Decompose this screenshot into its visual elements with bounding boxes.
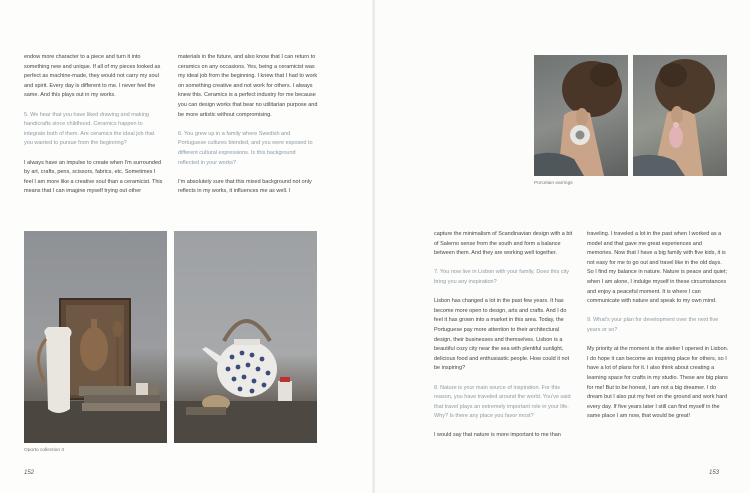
question-paragraph: 6. You grew up in a family where Swedish and Portuguese cultures blended, and you were exposed to different cultural expressions. Is this background reflected in your works? — [178, 130, 313, 166]
earring-portrait-illustration-2 — [633, 55, 727, 176]
body-paragraph: endow more character to a piece and turn it into something new and unique. If all of my pieces looked as perfect as machine-made, they would not carry my soul and spirit. Every day is different to me. I never feel the same. And this plays out in my works. — [24, 54, 161, 99]
page-number-right: 153 — [709, 470, 720, 476]
right-text-column-2 — [587, 230, 729, 431]
right-page — [375, 0, 750, 493]
right-text-column-1 — [434, 230, 576, 451]
question-paragraph: 8. Nature is your main source of inspiration. For this reason, you have traveled around the world. You've said that travel plays an extremely important role in your life. Why? Is there any place you favor most? — [434, 384, 571, 420]
body-paragraph: Lisbon has changed a lot in the past few years. It has become more open to design, arts and crafts. And I do feel it has grown into a market in this area. Today, the Portuguese pay more attention to their architectural design, their businesses and themselves. Lisbon is a beautiful cozy city near the sea with plentiful sunlight, delicious food and enthusiastic people. How could it not be inspiring? — [434, 298, 570, 372]
question-paragraph: 9. What's your plan for development over the next five years or so? — [587, 317, 719, 333]
photo-teapot-still-life — [174, 231, 317, 443]
left-text-column-2 — [178, 53, 318, 207]
photo-caption-oporto: Oporto collection 3 — [24, 448, 64, 453]
body-paragraph: I always have an impulse to create when I'm surrounded by art, crafts, pens, scissors, fabrics, etc. Sometimes I feel I am more like a creative soul than a ceramicist. This means that I can imagine myself trying out other — [24, 159, 163, 195]
photo-porcelain-earring-2 — [633, 55, 727, 176]
body-paragraph: I'm absolutely sure that this mixed background not only reflects in my works, it influences me as well. I — [178, 178, 312, 195]
photo-porcelain-earring-1 — [534, 55, 628, 176]
body-paragraph: materials in the future, and also know that I can return to ceramics on any occasions. Yes, being a ceramicist was my ideal job from the beginning. I knew that I had to work on something creative and not work for others. I always knew this. Ceramics is a perfect industry for me because you can design works that bear no utilitarian purpose and be more artistic without compromising. — [178, 54, 318, 118]
page-number-left: 152 — [24, 470, 35, 476]
body-paragraph: My priority at the moment is the atelier I opened in Lisbon. I do hope it can become an inspiring place for others, so I have a lot of plans for it. I also think about creating a learning space for crafts in my studio. These are big plans for me! But to be honest, I am not a big dreamer. I do dream but I also put my feet on the ground and work hard every day. If five years later I still can find myself in the same place I am now, that would be great! — [587, 346, 729, 420]
question-paragraph: 7. You now live in Lisbon with your family. Does this city bring you any inspiration? — [434, 269, 570, 285]
vase-still-life-illustration — [24, 231, 167, 443]
teapot-still-life-illustration — [174, 231, 317, 443]
body-paragraph: capture the minimalism of Scandinavian design with a bit of Salerno sense from the south and form a balance between them. And they are working well together. — [434, 231, 573, 257]
body-paragraph: traveling. I traveled a lot in the past when I worked as a model and that gave me great experiences and memories. Now that I have a big family with five kids, it is not easy for me to go out and travel like in the old days. So I find my balance in nature. Nature is peace and quiet; when I am alone, I indulge myself in these circumstances and enjoy a peaceful moment. It is where I can communicate with nature and speak to my own mind. — [587, 231, 728, 305]
left-text-column-1 — [24, 53, 164, 207]
earring-portrait-illustration-1 — [534, 55, 628, 176]
question-paragraph: 5. We hear that you have liked drawing and making handicrafts since childhood. Ceramics happen to integrate both of them. Are ceramics the ideal job that you wanted to pursue from the beginning? — [24, 111, 155, 147]
body-paragraph: I would say that nature is more important to me than — [434, 432, 561, 439]
photo-caption-earrings: Porcelain earrings — [534, 181, 573, 186]
photo-vase-still-life — [24, 231, 167, 443]
